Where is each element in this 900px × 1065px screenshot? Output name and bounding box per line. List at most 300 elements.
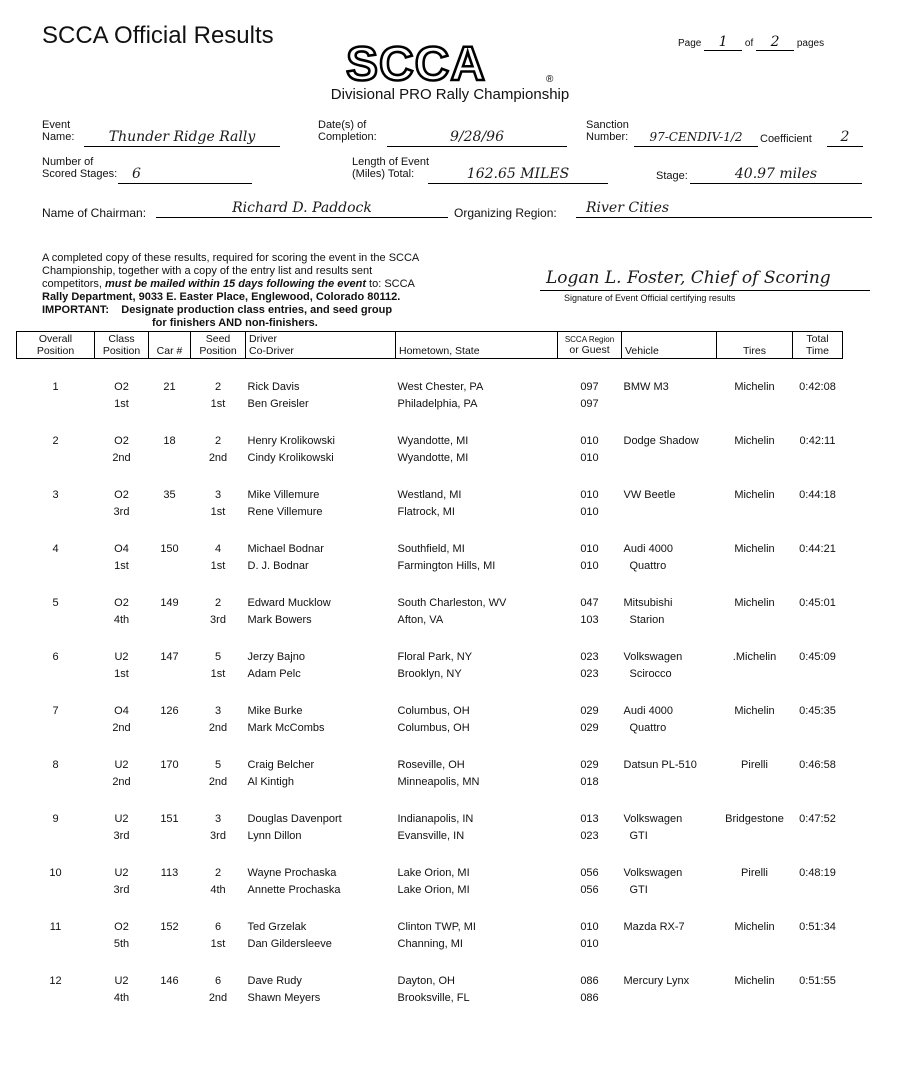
blank	[717, 396, 793, 413]
blank	[793, 936, 843, 953]
overall-position: 11	[49, 921, 62, 933]
driver-region: 010	[580, 435, 599, 447]
result-row	[17, 521, 843, 558]
organizing-region-value: River Cities	[576, 200, 872, 218]
codriver-hometown: Columbus, OH	[397, 722, 470, 734]
total-time: 0:45:09	[799, 651, 836, 663]
scored-stages-label: Number of Scored Stages:	[42, 156, 118, 180]
seed-group: 4	[214, 543, 222, 555]
page-number: 1	[704, 34, 742, 51]
blank	[717, 990, 793, 1007]
signature-caption: Signature of Event Official certifying results	[564, 293, 736, 303]
blank	[793, 612, 843, 629]
signature-text: Logan L. Foster, Chief of Scoring	[540, 268, 870, 291]
codriver-hometown: Brooksville, FL	[397, 992, 470, 1004]
result-row	[17, 899, 843, 936]
driver-name: Rick Davis	[247, 381, 300, 393]
scca-logo-text: SCCA	[346, 40, 487, 86]
driver-region: 010	[580, 543, 599, 555]
result-row-secondary	[17, 936, 843, 953]
codriver-hometown: Lake Orion, MI	[397, 884, 470, 896]
vehicle-make: Mitsubishi	[623, 597, 673, 609]
results-table	[16, 331, 843, 1007]
driver-name: Wayne Prochaska	[247, 867, 337, 879]
overall-position: 9	[52, 813, 59, 825]
blank	[17, 828, 95, 845]
result-row	[17, 575, 843, 612]
vehicle-model: GTI	[629, 830, 648, 842]
driver-hometown: West Chester, PA	[397, 381, 484, 393]
driver-region: 010	[580, 489, 599, 501]
codriver-name: Cindy Krolikowski	[247, 452, 334, 464]
vehicle-make: Audi 4000	[623, 705, 674, 717]
class-position: 4th	[113, 614, 130, 626]
overall-position: 1	[52, 381, 59, 393]
total-time: 0:51:34	[799, 921, 836, 933]
seed-group: 6	[214, 921, 222, 933]
header-tires: Tires	[717, 332, 793, 359]
codriver-hometown: Afton, VA	[397, 614, 444, 626]
blank	[793, 720, 843, 737]
driver-hometown: Columbus, OH	[397, 705, 470, 717]
car-number: 150	[160, 543, 179, 555]
blank	[793, 990, 843, 1007]
blank	[17, 936, 95, 953]
coefficient-label: Coefficient	[760, 133, 812, 145]
blank	[149, 774, 191, 791]
blank	[149, 666, 191, 683]
codriver-name: Shawn Meyers	[247, 992, 321, 1004]
result-row-secondary	[17, 450, 843, 467]
car-number: 35	[163, 489, 176, 501]
total-time: 0:46:58	[799, 759, 836, 771]
total-time: 0:44:21	[799, 543, 836, 555]
blank	[17, 504, 95, 521]
document-title: SCCA Official Results	[42, 22, 274, 49]
result-row-secondary	[17, 774, 843, 791]
result-row	[17, 845, 843, 882]
total-time: 0:51:55	[799, 975, 836, 987]
codriver-name: Dan Gildersleeve	[247, 938, 332, 950]
class: O2	[114, 921, 129, 933]
event-name-label: Event Name:	[42, 119, 75, 143]
vehicle-model: GTI	[629, 884, 648, 896]
codriver-region: 056	[580, 884, 599, 896]
tires: Michelin	[734, 597, 775, 609]
overall-position: 4	[52, 543, 59, 555]
blank	[149, 612, 191, 629]
driver-name: Jerzy Bajno	[247, 651, 305, 663]
blank	[149, 450, 191, 467]
car-number: 18	[163, 435, 176, 447]
car-number: 170	[160, 759, 179, 771]
stage-label: Stage:	[656, 170, 688, 182]
tires: Pirelli	[741, 759, 768, 771]
overall-position: 3	[52, 489, 59, 501]
result-row	[17, 953, 843, 990]
result-row-secondary	[17, 558, 843, 575]
blank	[717, 558, 793, 575]
blank	[149, 558, 191, 575]
event-length-value: 162.65 MILES	[428, 166, 608, 184]
codriver-region: 086	[580, 992, 599, 1004]
results-body	[17, 359, 843, 1008]
vehicle-model	[622, 396, 717, 413]
vehicle-model	[622, 990, 717, 1007]
driver-region: 029	[580, 759, 599, 771]
driver-hometown: South Charleston, WV	[397, 597, 507, 609]
codriver-region: 018	[580, 776, 599, 788]
result-row	[17, 467, 843, 504]
tires: Michelin	[734, 435, 775, 447]
result-row-secondary	[17, 396, 843, 413]
pages-label: pages	[796, 38, 825, 49]
overall-position: 5	[52, 597, 59, 609]
seed-position: 4th	[210, 884, 226, 896]
organizing-region-label: Organizing Region:	[454, 206, 557, 220]
driver-hometown: Lake Orion, MI	[397, 867, 470, 879]
sanction-number-value: 97-CENDIV-1/2	[634, 129, 758, 147]
blank	[793, 450, 843, 467]
overall-position: 8	[52, 759, 59, 771]
vehicle-make: Mazda RX-7	[623, 921, 685, 933]
driver-region: 056	[580, 867, 599, 879]
chairman-value: Richard D. Paddock	[156, 200, 448, 218]
codriver-name: Mark McCombs	[247, 722, 325, 734]
driver-name: Mike Villemure	[247, 489, 320, 501]
result-row	[17, 413, 843, 450]
codriver-name: D. J. Bodnar	[247, 560, 309, 572]
class: O2	[114, 597, 129, 609]
document-subtitle: Divisional PRO Rally Championship	[330, 86, 570, 103]
blank	[17, 882, 95, 899]
driver-name: Craig Belcher	[247, 759, 315, 771]
header-total-time: Total Time	[793, 332, 843, 359]
blank	[149, 936, 191, 953]
class: O2	[114, 489, 129, 501]
seed-position: 1st	[210, 398, 226, 410]
blank	[149, 720, 191, 737]
class-position: 2nd	[112, 452, 131, 464]
class-position: 3rd	[113, 506, 130, 518]
car-number: 149	[160, 597, 179, 609]
blank	[793, 396, 843, 413]
blank	[793, 558, 843, 575]
seed-position: 1st	[210, 938, 226, 950]
vehicle-model: Starion	[629, 614, 665, 626]
codriver-name: Annette Prochaska	[247, 884, 341, 896]
blank	[717, 612, 793, 629]
tires: Michelin	[734, 543, 775, 555]
page-indicator	[678, 34, 824, 51]
blank	[17, 450, 95, 467]
page-label: Page	[678, 38, 702, 49]
sanction-number-label: Sanction Number:	[586, 119, 629, 143]
driver-hometown: Southfield, MI	[397, 543, 465, 555]
total-time: 0:47:52	[799, 813, 836, 825]
blank	[717, 666, 793, 683]
blank	[17, 396, 95, 413]
class: O2	[114, 381, 129, 393]
seed-position: 1st	[210, 668, 226, 680]
tires: Michelin	[734, 975, 775, 987]
header-driver: Driver Co-Driver	[246, 332, 396, 359]
blank	[793, 666, 843, 683]
codriver-name: Mark Bowers	[247, 614, 312, 626]
blank	[793, 774, 843, 791]
completion-date-value: 9/28/96	[387, 129, 567, 147]
result-row-secondary	[17, 720, 843, 737]
tires: Bridgestone	[725, 813, 784, 825]
registered-mark: ®	[546, 74, 554, 85]
vehicle-make: Audi 4000	[623, 543, 674, 555]
tires: Michelin	[734, 705, 775, 717]
total-time: 0:42:08	[799, 381, 836, 393]
seed-group: 2	[214, 435, 222, 447]
page-of-label: of	[744, 38, 754, 49]
overall-position: 10	[49, 867, 62, 879]
car-number: 146	[160, 975, 179, 987]
blank	[149, 990, 191, 1007]
completion-date-label: Date(s) of Completion:	[318, 119, 377, 143]
blank	[717, 504, 793, 521]
vehicle-model	[622, 774, 717, 791]
driver-region: 010	[580, 921, 599, 933]
blank	[149, 882, 191, 899]
vehicle-model	[622, 936, 717, 953]
result-row	[17, 791, 843, 828]
class: O4	[114, 543, 129, 555]
total-time: 0:44:18	[799, 489, 836, 501]
codriver-hometown: Flatrock, MI	[397, 506, 455, 518]
driver-region: 086	[580, 975, 599, 987]
driver-name: Michael Bodnar	[247, 543, 324, 555]
class-position: 1st	[114, 668, 129, 680]
chairman-label: Name of Chairman:	[42, 206, 147, 220]
seed-group: 3	[214, 489, 222, 501]
seed-group: 2	[214, 597, 222, 609]
seed-position: 1st	[210, 506, 226, 518]
seed-group: 6	[214, 975, 222, 987]
seed-group: 3	[214, 705, 222, 717]
codriver-region: 010	[580, 938, 599, 950]
codriver-region: 097	[580, 398, 599, 410]
result-row-secondary	[17, 828, 843, 845]
vehicle-make: Volkswagen	[623, 651, 683, 663]
result-row	[17, 359, 843, 397]
result-row-secondary	[17, 612, 843, 629]
seed-position: 1st	[210, 560, 226, 572]
driver-hometown: Westland, MI	[397, 489, 462, 501]
codriver-hometown: Farmington Hills, MI	[397, 560, 496, 572]
tires: .Michelin	[732, 651, 777, 663]
header-scca-region: SCCA Region or Guest	[558, 332, 622, 359]
total-time: 0:45:35	[799, 705, 836, 717]
car-number: 113	[160, 867, 179, 879]
blank	[717, 828, 793, 845]
scored-stages-value: 6	[118, 166, 252, 184]
driver-region: 029	[580, 705, 599, 717]
result-row	[17, 737, 843, 774]
class-position: 3rd	[113, 830, 130, 842]
tires: Michelin	[734, 921, 775, 933]
vehicle-model: Quattro	[629, 560, 667, 572]
total-time: 0:48:19	[799, 867, 836, 879]
class: U2	[114, 759, 129, 771]
blank	[149, 396, 191, 413]
class: O4	[114, 705, 129, 717]
driver-name: Henry Krolikowski	[247, 435, 335, 447]
blank	[17, 666, 95, 683]
result-row-secondary	[17, 504, 843, 521]
official-signature	[540, 268, 870, 303]
seed-group: 2	[214, 381, 222, 393]
submission-instructions: A completed copy of these results, required for scoring the event in the SCCA Championship, together with a copy of the entry list and results sent competitors, must be mailed within 15 days following the event to: SCCA Rally Department, 9033 E. Easter Place, Englewood, Colorado 80112. IMPORTANT: Designate production class entries, and seed group for finishers AND non-finishers.	[42, 252, 420, 329]
driver-region: 023	[580, 651, 599, 663]
seed-position: 2nd	[208, 776, 228, 788]
blank	[17, 558, 95, 575]
results-header-row	[17, 332, 843, 359]
codriver-hometown: Wyandotte, MI	[397, 452, 469, 464]
result-row	[17, 629, 843, 666]
blank	[717, 450, 793, 467]
class-position: 2nd	[112, 722, 131, 734]
result-row-secondary	[17, 990, 843, 1007]
class: U2	[114, 651, 129, 663]
codriver-region: 023	[580, 668, 599, 680]
overall-position: 12	[49, 975, 62, 987]
driver-region: 097	[580, 381, 599, 393]
driver-hometown: Wyandotte, MI	[397, 435, 469, 447]
codriver-region: 023	[580, 830, 599, 842]
tires: Pirelli	[741, 867, 768, 879]
vehicle-model	[622, 450, 717, 467]
driver-hometown: Indianapolis, IN	[397, 813, 474, 825]
class-position: 3rd	[113, 884, 130, 896]
codriver-region: 029	[580, 722, 599, 734]
header-car-number: Car #	[149, 332, 191, 359]
vehicle-model	[622, 504, 717, 521]
header-overall-position: Overall Position	[17, 332, 95, 359]
vehicle-make: Volkswagen	[623, 867, 683, 879]
driver-hometown: Roseville, OH	[397, 759, 465, 771]
result-row	[17, 683, 843, 720]
car-number: 126	[160, 705, 179, 717]
header-seed-position: Seed Position	[191, 332, 246, 359]
class-position: 1st	[114, 398, 129, 410]
class-position: 1st	[114, 560, 129, 572]
seed-position: 2nd	[208, 992, 228, 1004]
coefficient-value: 2	[827, 129, 863, 147]
overall-position: 2	[52, 435, 59, 447]
codriver-name: Ben Greisler	[247, 398, 309, 410]
car-number: 151	[160, 813, 179, 825]
blank	[17, 720, 95, 737]
codriver-hometown: Minneapolis, MN	[397, 776, 480, 788]
tires: Michelin	[734, 489, 775, 501]
vehicle-make: BMW M3	[623, 381, 669, 393]
blank	[717, 936, 793, 953]
blank	[17, 612, 95, 629]
result-row-secondary	[17, 882, 843, 899]
driver-region: 013	[580, 813, 599, 825]
overall-position: 6	[52, 651, 59, 663]
total-time: 0:45:01	[799, 597, 836, 609]
vehicle-make: VW Beetle	[623, 489, 676, 501]
driver-name: Edward Mucklow	[247, 597, 331, 609]
vehicle-make: Volkswagen	[623, 813, 683, 825]
codriver-name: Rene Villemure	[247, 506, 323, 518]
class-position: 5th	[113, 938, 130, 950]
driver-name: Ted Grzelak	[247, 921, 307, 933]
driver-hometown: Floral Park, NY	[397, 651, 473, 663]
vehicle-make: Mercury Lynx	[623, 975, 690, 987]
overall-position: 7	[52, 705, 59, 717]
seed-group: 5	[214, 759, 222, 771]
seed-group: 5	[214, 651, 222, 663]
event-name-value: Thunder Ridge Rally	[84, 129, 280, 147]
blank	[793, 882, 843, 899]
tires: Michelin	[734, 381, 775, 393]
codriver-hometown: Channing, MI	[397, 938, 463, 950]
header-vehicle: Vehicle	[622, 332, 717, 359]
car-number: 21	[163, 381, 176, 393]
blank	[793, 504, 843, 521]
class: U2	[114, 813, 129, 825]
class: U2	[114, 975, 129, 987]
seed-position: 3rd	[210, 614, 226, 626]
blank	[717, 774, 793, 791]
codriver-hometown: Philadelphia, PA	[397, 398, 478, 410]
seed-group: 2	[214, 867, 222, 879]
blank	[717, 720, 793, 737]
driver-name: Douglas Davenport	[247, 813, 342, 825]
page-total: 2	[756, 34, 794, 51]
seed-position: 2nd	[208, 452, 228, 464]
driver-region: 047	[580, 597, 599, 609]
car-number: 152	[160, 921, 179, 933]
codriver-region: 010	[580, 452, 599, 464]
driver-hometown: Clinton TWP, MI	[397, 921, 476, 933]
codriver-hometown: Brooklyn, NY	[397, 668, 462, 680]
header-hometown: Hometown, State	[396, 332, 558, 359]
codriver-hometown: Evansville, IN	[397, 830, 465, 842]
car-number: 147	[160, 651, 179, 663]
codriver-name: Al Kintigh	[247, 776, 294, 788]
codriver-name: Lynn Dillon	[247, 830, 302, 842]
blank	[793, 828, 843, 845]
class: U2	[114, 867, 129, 879]
seed-position: 3rd	[210, 830, 226, 842]
stage-miles-value: 40.97 miles	[690, 166, 862, 184]
scca-logo	[340, 40, 558, 86]
class-position: 4th	[113, 992, 130, 1004]
vehicle-make: Dodge Shadow	[623, 435, 699, 447]
vehicle-model: Scirocco	[629, 668, 672, 680]
seed-group: 3	[214, 813, 222, 825]
codriver-region: 010	[580, 506, 599, 518]
class-position: 2nd	[112, 776, 131, 788]
seed-position: 2nd	[208, 722, 228, 734]
driver-name: Dave Rudy	[247, 975, 302, 987]
blank	[717, 882, 793, 899]
class: O2	[114, 435, 129, 447]
header-class-position: Class Position	[95, 332, 149, 359]
codriver-region: 103	[580, 614, 599, 626]
total-time: 0:42:11	[799, 435, 836, 447]
event-length-label: Length of Event (Miles) Total:	[352, 156, 430, 180]
codriver-name: Adam Pelc	[247, 668, 301, 680]
